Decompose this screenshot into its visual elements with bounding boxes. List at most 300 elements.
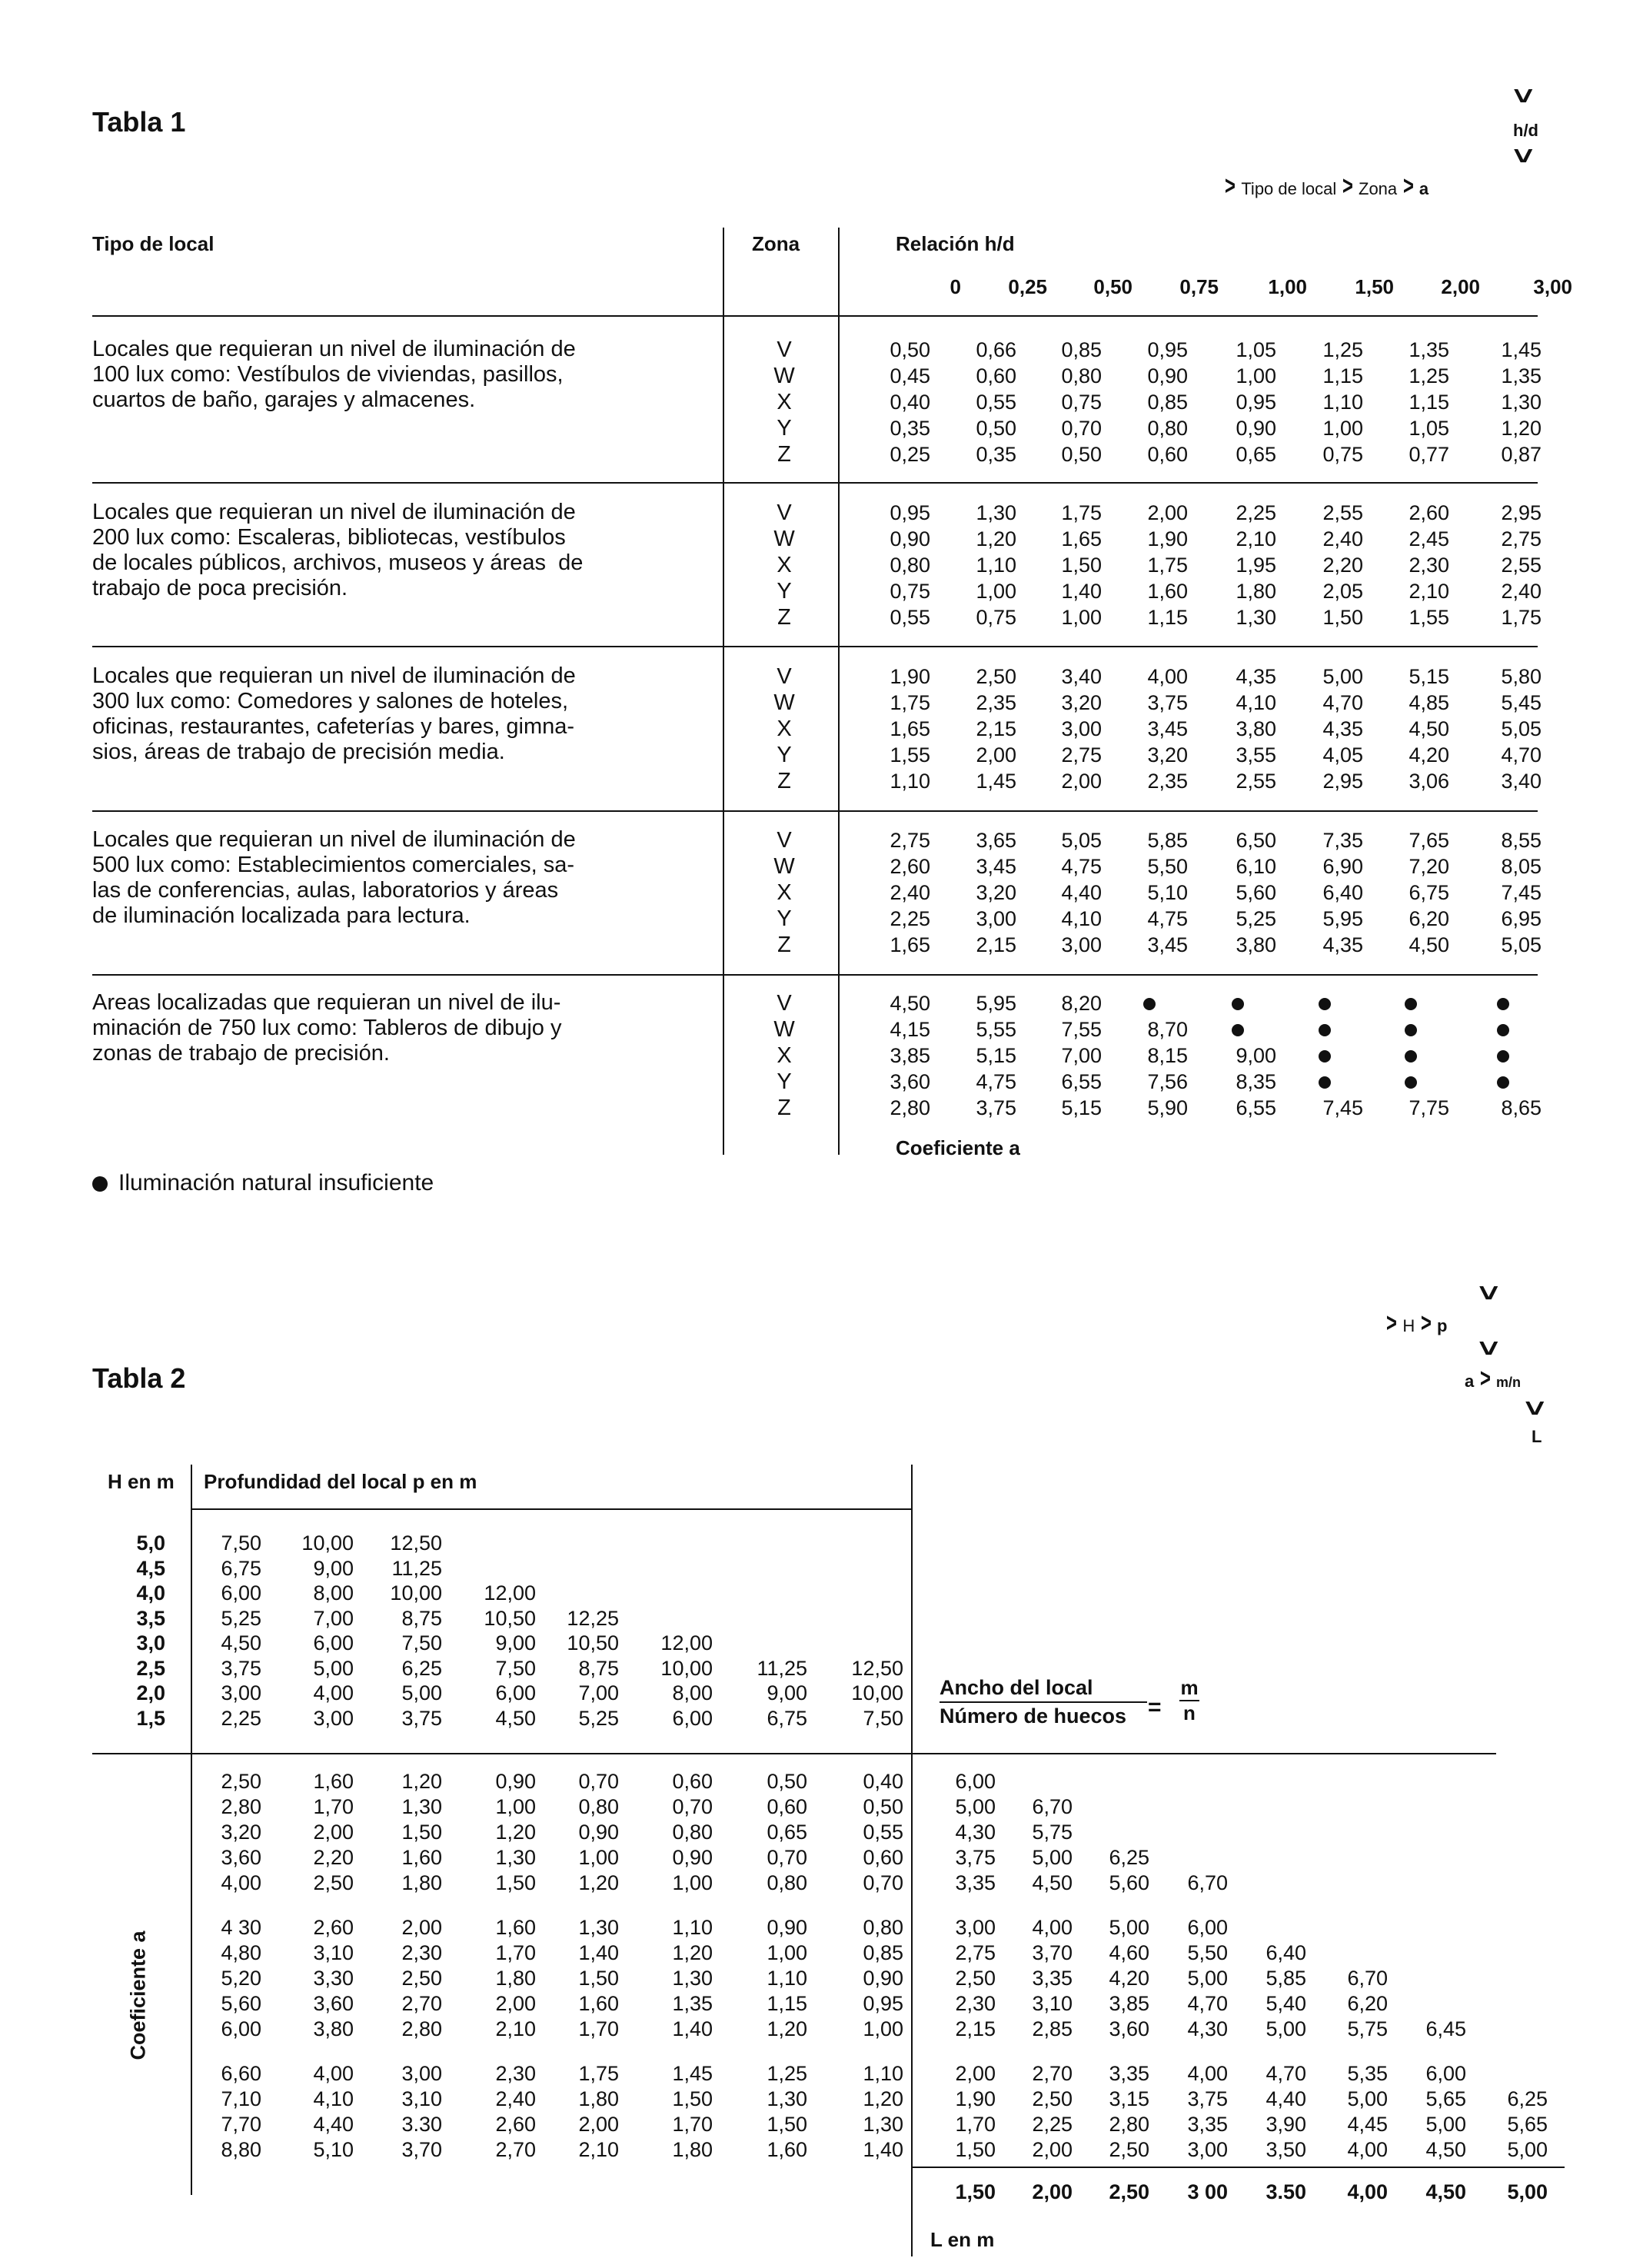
zone-label: V [777,991,792,1016]
dot-icon [1143,998,1156,1010]
mn-cell: 3,00 [1187,2138,1228,2161]
l-value: 4,00 [1347,2180,1388,2203]
h-value: 3,5 [136,1606,165,1630]
table1-group-rule [92,810,1538,812]
coef-a-cell: 1,30 [863,2113,903,2136]
zone-label: W [773,364,795,388]
profundidad-cell: 10,00 [660,1656,713,1680]
coef-cell: 1,20 [976,527,1016,550]
coef-cell: 2,55 [1322,501,1363,524]
coef-a-cell: 1,40 [863,2138,903,2161]
coef-cell: 1,50 [1061,554,1102,577]
ratio-header: 1,00 [1268,275,1307,298]
coef-cell: 8,70 [1147,1018,1188,1041]
coef-cell: 1,65 [890,933,930,956]
zone-label: V [777,664,792,689]
ratio-header: 0,50 [1093,275,1132,298]
mn-cell: 2,00 [955,2062,996,2085]
coef-a-cell: 1,40 [578,1941,619,1964]
coef-a-cell: 4,40 [313,2113,354,2136]
dot-icon [1319,1050,1331,1063]
profundidad-cell: 8,00 [313,1581,354,1605]
coef-a-cell: 2,20 [313,1846,354,1869]
mn-cell: 5,35 [1347,2062,1388,2085]
dot-icon [1405,1076,1417,1089]
coef-cell: 4,15 [890,1018,930,1041]
coef-a-cell: 3,10 [401,2087,442,2110]
mn-cell: 1,70 [955,2113,996,2136]
coef-cell: 3,80 [1236,717,1276,740]
mn-cell: 3,85 [1109,1992,1149,2015]
mn-cell: 2,85 [1032,2017,1073,2040]
coef-cell: 0,87 [1501,443,1542,466]
coef-cell: 0,75 [976,606,1016,629]
profundidad-cell: 7,50 [401,1631,442,1654]
table2-divider-h [191,1465,192,2195]
coef-a-cell: 1,60 [313,1770,354,1793]
zone-label: W [773,1017,795,1042]
coef-a-cell: 1,50 [672,2087,713,2110]
l-en-m-label: L en m [930,2228,995,2251]
coef-cell: 5,05 [1061,829,1102,852]
profundidad-cell: 10,00 [301,1531,354,1555]
tipo-de-local-description: Locales que requieran un nivel de iluminación de 100 lux como: Vestíbulos de viviendas, pasillos, cuartos de baño, garajes y almacenes. [92,337,576,412]
coef-cell: 5,15 [1061,1096,1102,1119]
mn-cell: 2,75 [955,1941,996,1964]
h-value: 1,5 [136,1706,165,1730]
coef-cell: 0,95 [1147,338,1188,361]
mn-cell: 4,00 [1032,1916,1073,1939]
coef-a-cell: 1,50 [401,1821,442,1844]
coef-a-cell: 1,60 [578,1992,619,2015]
tipo-de-local-description: Locales que requieran un nivel de iluminación de 300 lux como: Comedores y salones de hoteles, oficinas, restaurantes, cafeterías y bares, gimna- sios, áreas de trabajo de precisión media. [92,663,576,764]
coef-a-cell: 1,30 [401,1795,442,1818]
tabla1-flow-diagram [1222,81,1561,204]
coef-a-cell: 2,50 [313,1871,354,1894]
mn-cell: 4,30 [1187,2017,1228,2040]
header-relacion-hd: Relación h/d [896,232,1015,255]
coef-cell: 8,35 [1236,1070,1276,1093]
l-value: 5,00 [1507,2180,1548,2203]
h-value: 4,5 [136,1556,165,1580]
coef-cell: 0,60 [1147,443,1188,466]
coef-cell: 0,25 [890,443,930,466]
coef-a-cell: 4 30 [221,1916,261,1939]
coef-cell: 3,00 [1061,717,1102,740]
coef-cell: 4,40 [1061,881,1102,904]
profundidad-cell: 11,25 [391,1556,442,1580]
mn-cell: 4,40 [1266,2087,1306,2110]
profundidad-cell: 12,00 [484,1581,536,1605]
zone-label: V [777,828,792,853]
zone-label: V [777,500,792,525]
coef-a-cell: 0,50 [863,1795,903,1818]
mn-cell: 3,75 [955,1846,996,1869]
mn-cell: 6,00 [1187,1916,1228,1939]
coef-cell: 0,55 [976,391,1016,414]
coef-cell: 5,00 [1322,665,1363,688]
coef-cell: 5,05 [1501,717,1542,740]
coef-a-cell: 3,60 [221,1846,261,1869]
coef-cell [1286,1016,1363,1043]
coef-cell: 8,20 [1061,992,1102,1015]
mn-cell: 5,65 [1425,2087,1466,2110]
mn-cell: 2,15 [955,2017,996,2040]
coef-a-cell: 0,80 [767,1871,807,1894]
profundidad-cell: 5,25 [578,1706,619,1730]
mn-cell: 5,00 [955,1795,996,1818]
zone-label: W [773,527,795,551]
coef-cell: 2,30 [1409,554,1449,577]
coef-a-cell: 2,60 [313,1916,354,1939]
coef-a-cell: 1,70 [578,2017,619,2040]
coef-cell: 2,10 [1236,527,1276,550]
h-value: 2,0 [136,1681,165,1704]
ratio-header: 2,00 [1441,275,1480,298]
coef-cell: 2,95 [1322,770,1363,793]
coef-cell: 2,55 [1501,554,1542,577]
coef-cell: 1,35 [1501,364,1542,387]
table2-header-rule [191,1508,913,1510]
coef-a-cell: 2,00 [495,1992,536,2015]
mn-cell: 6,70 [1187,1871,1228,1894]
zone-label: Z [777,769,791,793]
coef-cell: 7,45 [1501,881,1542,904]
l-value: 3.50 [1266,2180,1306,2203]
tabla2-flow-diagram [1384,1278,1568,1478]
ratio-numerator: Ancho del local [940,1676,1093,1699]
coef-a-cell: 3,80 [313,2017,354,2040]
coef-cell: 2,35 [976,691,1016,714]
coef-cell: 7,20 [1409,855,1449,878]
coef-cell: 2,25 [1236,501,1276,524]
profundidad-cell: 5,00 [401,1681,442,1704]
coef-cell: 2,75 [890,829,930,852]
header-tipo-de-local: Tipo de local [92,232,215,255]
coef-a-cell: 0,70 [863,1871,903,1894]
profundidad-cell: 7,50 [495,1656,536,1680]
coef-cell: 0,95 [1236,391,1276,414]
coef-cell: 4,85 [1409,691,1449,714]
profundidad-cell: 3,75 [401,1706,442,1730]
mn-cell: 6,20 [1347,1992,1388,2015]
coef-cell: 9,00 [1236,1044,1276,1067]
coef-cell: 0,85 [1061,338,1102,361]
profundidad-cell: 3,00 [313,1706,354,1730]
mn-cell: 5,60 [1109,1871,1149,1894]
table2-divider-p [911,1465,913,2256]
coef-cell: 1,40 [1061,580,1102,603]
coef-cell: 6,40 [1322,881,1363,904]
flow-item: m/n [1496,1375,1522,1390]
table2-bottom-rule [911,2167,1565,2168]
ratio-equals: = [1148,1694,1162,1720]
coef-cell: 5,25 [1236,907,1276,930]
coef-cell: 5,05 [1501,933,1542,956]
profundidad-cell: 6,75 [767,1706,807,1730]
coef-cell: 8,65 [1501,1096,1542,1119]
coef-a-cell: 7,10 [221,2087,261,2110]
coef-cell [1372,1069,1449,1095]
coef-cell: 6,95 [1501,907,1542,930]
coef-a-cell: 1,00 [767,1941,807,1964]
coef-cell: 1,60 [1147,580,1188,603]
h-value: 3,0 [136,1631,165,1654]
profundidad-cell: 3,00 [221,1681,261,1704]
header-h-en-m: H en m [108,1470,175,1493]
coef-cell: 5,55 [976,1018,1016,1041]
ratio-n: n [1183,1701,1196,1724]
coef-cell: 0,95 [890,501,930,524]
coef-cell: 0,75 [1322,443,1363,466]
mn-cell: 6,25 [1507,2087,1548,2110]
coef-a-cell: 2,80 [221,1795,261,1818]
coef-a-cell: 1,20 [672,1941,713,1964]
coef-a-cell: 1,50 [495,1871,536,1894]
coef-cell: 4,35 [1322,717,1363,740]
profundidad-cell: 4,50 [221,1631,261,1654]
coef-cell: 4,50 [1409,933,1449,956]
coef-cell: 2,95 [1501,501,1542,524]
tabla1-title: Tabla 1 [92,106,186,138]
coef-a-cell: 2,30 [401,1941,442,1964]
zone-label: Z [777,442,791,467]
table1-divider-rel [838,228,840,1155]
coef-cell: 3,20 [1147,743,1188,767]
coef-a-cell: 1,10 [767,1967,807,1990]
coef-cell: 1,45 [1501,338,1542,361]
table2-mid-rule [92,1753,1496,1754]
dot-icon [1232,1024,1244,1036]
coef-cell: 6,55 [1236,1096,1276,1119]
chevron-down-icon: > [1503,88,1542,104]
profundidad-cell: 7,00 [578,1681,619,1704]
coef-cell: 2,15 [976,717,1016,740]
ratio-header: 0,75 [1179,275,1219,298]
coef-cell: 5,45 [1501,691,1542,714]
profundidad-cell: 6,00 [313,1631,354,1654]
coef-cell: 3,40 [1501,770,1542,793]
mn-cell: 6,00 [955,1770,996,1793]
coef-a-cell: 0,70 [578,1770,619,1793]
flow-item: H [1402,1316,1415,1335]
mn-cell: 5,75 [1347,2017,1388,2040]
coef-a-cell: 2,50 [401,1967,442,1990]
coef-cell: 0,55 [890,606,930,629]
profundidad-cell: 6,00 [495,1681,536,1704]
coef-cell: 0,75 [1061,391,1102,414]
coef-a-cell: 1,75 [578,2062,619,2085]
mn-cell: 3,35 [1187,2113,1228,2136]
coef-a-cell: 0,90 [672,1846,713,1869]
coef-a-cell: 1,70 [313,1795,354,1818]
coef-a-cell: 1,50 [767,2113,807,2136]
coef-cell: 7,75 [1409,1096,1449,1119]
coef-cell: 8,55 [1501,829,1542,852]
coef-a-cell: 1,20 [767,2017,807,2040]
coef-cell [1465,990,1542,1016]
coef-cell [1111,990,1188,1016]
coef-cell: 2,00 [1147,501,1188,524]
coef-cell: 0,75 [890,580,930,603]
coef-cell: 1,45 [976,770,1016,793]
table1-group-rule [92,482,1538,484]
zone-label: X [777,1043,792,1068]
dot-icon [1232,998,1244,1010]
coef-cell: 1,15 [1322,364,1363,387]
coef-a-cell: 1,80 [578,2087,619,2110]
profundidad-cell: 11,25 [757,1656,807,1680]
coef-a-cell: 1,20 [863,2087,903,2110]
mn-cell: 5,00 [1109,1916,1149,1939]
zone-label: V [777,338,792,362]
profundidad-cell: 5,00 [313,1656,354,1680]
zone-label: X [777,390,792,414]
ratio-header: 3,00 [1533,275,1572,298]
chevron-right-icon: > [1385,1309,1397,1338]
coef-cell: 3,80 [1236,933,1276,956]
zone-label: X [777,553,792,577]
coef-a-cell: 1,45 [672,2062,713,2085]
coef-cell: 0,45 [890,364,930,387]
coef-cell: 6,50 [1236,829,1276,852]
coef-cell [1465,1043,1542,1069]
zone-label: Y [777,416,792,441]
coef-cell: 1,00 [1236,364,1276,387]
profundidad-cell: 12,50 [851,1656,903,1680]
coef-cell: 0,40 [890,391,930,414]
coef-cell: 1,30 [1236,606,1276,629]
profundidad-cell: 10,50 [567,1631,619,1654]
coef-a-cell: 1,80 [495,1967,536,1990]
dot-icon [1497,1050,1509,1063]
coef-cell: 5,10 [1147,881,1188,904]
coef-cell: 3,45 [1147,717,1188,740]
coef-cell: 2,50 [976,665,1016,688]
coef-cell: 7,35 [1322,829,1363,852]
mn-cell: 5,00 [1425,2113,1466,2136]
coef-cell: 1,10 [1322,391,1363,414]
flow-item: a [1465,1372,1475,1391]
mn-cell: 4,60 [1109,1941,1149,1964]
coef-cell: 1,00 [1322,417,1363,440]
coef-a-cell: 1,20 [578,1871,619,1894]
dot-icon [1319,1076,1331,1089]
mn-cell: 1,90 [955,2087,996,2110]
profundidad-cell: 10,50 [484,1606,536,1630]
coef-cell: 3,45 [976,855,1016,878]
coef-cell: 0,66 [976,338,1016,361]
tipo-de-local-description: Areas localizadas que requieran un nivel de ilu- minación de 750 lux como: Tableros de dibujo y zonas de trabajo de precisión. [92,990,562,1066]
mn-cell: 2,50 [1032,2087,1073,2110]
coef-cell: 1,55 [890,743,930,767]
profundidad-cell: 4,00 [313,1681,354,1704]
coef-cell [1286,990,1363,1016]
coef-cell: 2,40 [1501,580,1542,603]
coef-a-cell: 0,65 [767,1821,807,1844]
coef-cell: 1,75 [1061,501,1102,524]
coef-a-cell: 5,60 [221,1992,261,2015]
coef-a-cell: 3,00 [401,2062,442,2085]
coef-cell: 2,10 [1409,580,1449,603]
coef-cell [1199,990,1276,1016]
coef-cell: 6,90 [1322,855,1363,878]
mn-cell: 4,50 [1032,1871,1073,1894]
mn-cell: 6,70 [1032,1795,1073,1818]
mn-cell: 3,75 [1187,2087,1228,2110]
coef-cell: 1,05 [1236,338,1276,361]
profundidad-cell: 10,00 [390,1581,442,1605]
coef-cell: 2,75 [1501,527,1542,550]
mn-cell: 6,45 [1425,2017,1466,2040]
profundidad-cell: 2,25 [221,1706,261,1730]
coef-a-cell: 0,50 [767,1770,807,1793]
coef-cell: 3,45 [1147,933,1188,956]
coef-cell [1286,1043,1363,1069]
coef-cell: 4,10 [1236,691,1276,714]
coef-cell: 4,75 [1147,907,1188,930]
coef-cell: 2,40 [890,881,930,904]
coef-a-cell: 2,00 [401,1916,442,1939]
mn-cell: 6,40 [1266,1941,1306,1964]
coef-cell: 2,60 [890,855,930,878]
mn-cell: 3,60 [1109,2017,1149,2040]
coef-cell: 1,15 [1409,391,1449,414]
coef-cell: 3,00 [976,907,1016,930]
coef-a-cell: 0,55 [863,1821,903,1844]
coef-cell: 2,15 [976,933,1016,956]
chevron-right-icon: > [1420,1309,1432,1338]
coef-cell: 5,15 [1409,665,1449,688]
ratio-label [940,1676,1216,1728]
mn-cell: 3,10 [1032,1992,1073,2015]
zone-label: W [773,854,795,879]
mn-cell: 4,50 [1425,2138,1466,2161]
mn-cell: 5,75 [1032,1821,1073,1844]
coef-cell: 5,50 [1147,855,1188,878]
chevron-right-icon: > [1402,171,1414,201]
coef-cell: 7,56 [1147,1070,1188,1093]
coeficiente-a-vertical-label: Coeficiente a [126,1930,150,2060]
coef-cell [1465,1016,1542,1043]
coef-cell: 3,20 [1061,691,1102,714]
mn-cell: 3,35 [1032,1967,1073,1990]
mn-cell: 4,70 [1187,1992,1228,2015]
coef-cell: 1,95 [1236,554,1276,577]
coef-cell: 0,50 [1061,443,1102,466]
coef-a-cell: 1,80 [401,1871,442,1894]
coef-cell: 2,45 [1409,527,1449,550]
l-value: 3 00 [1187,2180,1228,2203]
profundidad-cell: 12,50 [390,1531,442,1555]
coef-cell [1286,1069,1363,1095]
coef-cell [1199,1016,1276,1043]
coef-a-cell: 0,60 [672,1770,713,1793]
coef-cell: 1,65 [1061,527,1102,550]
coef-a-cell: 0,60 [767,1795,807,1818]
coef-a-cell: 0,70 [767,1846,807,1869]
coef-a-cell: 1,30 [578,1916,619,1939]
mn-cell: 4,70 [1266,2062,1306,2085]
coef-cell: 0,77 [1409,443,1449,466]
dot-icon [1497,1024,1509,1036]
profundidad-cell: 6,75 [221,1556,261,1580]
dot-icon [1497,998,1509,1010]
coef-a-cell: 1,70 [672,2113,713,2136]
coef-cell: 1,75 [1147,554,1188,577]
coef-cell: 1,75 [1501,606,1542,629]
flow-item: p [1436,1316,1448,1335]
